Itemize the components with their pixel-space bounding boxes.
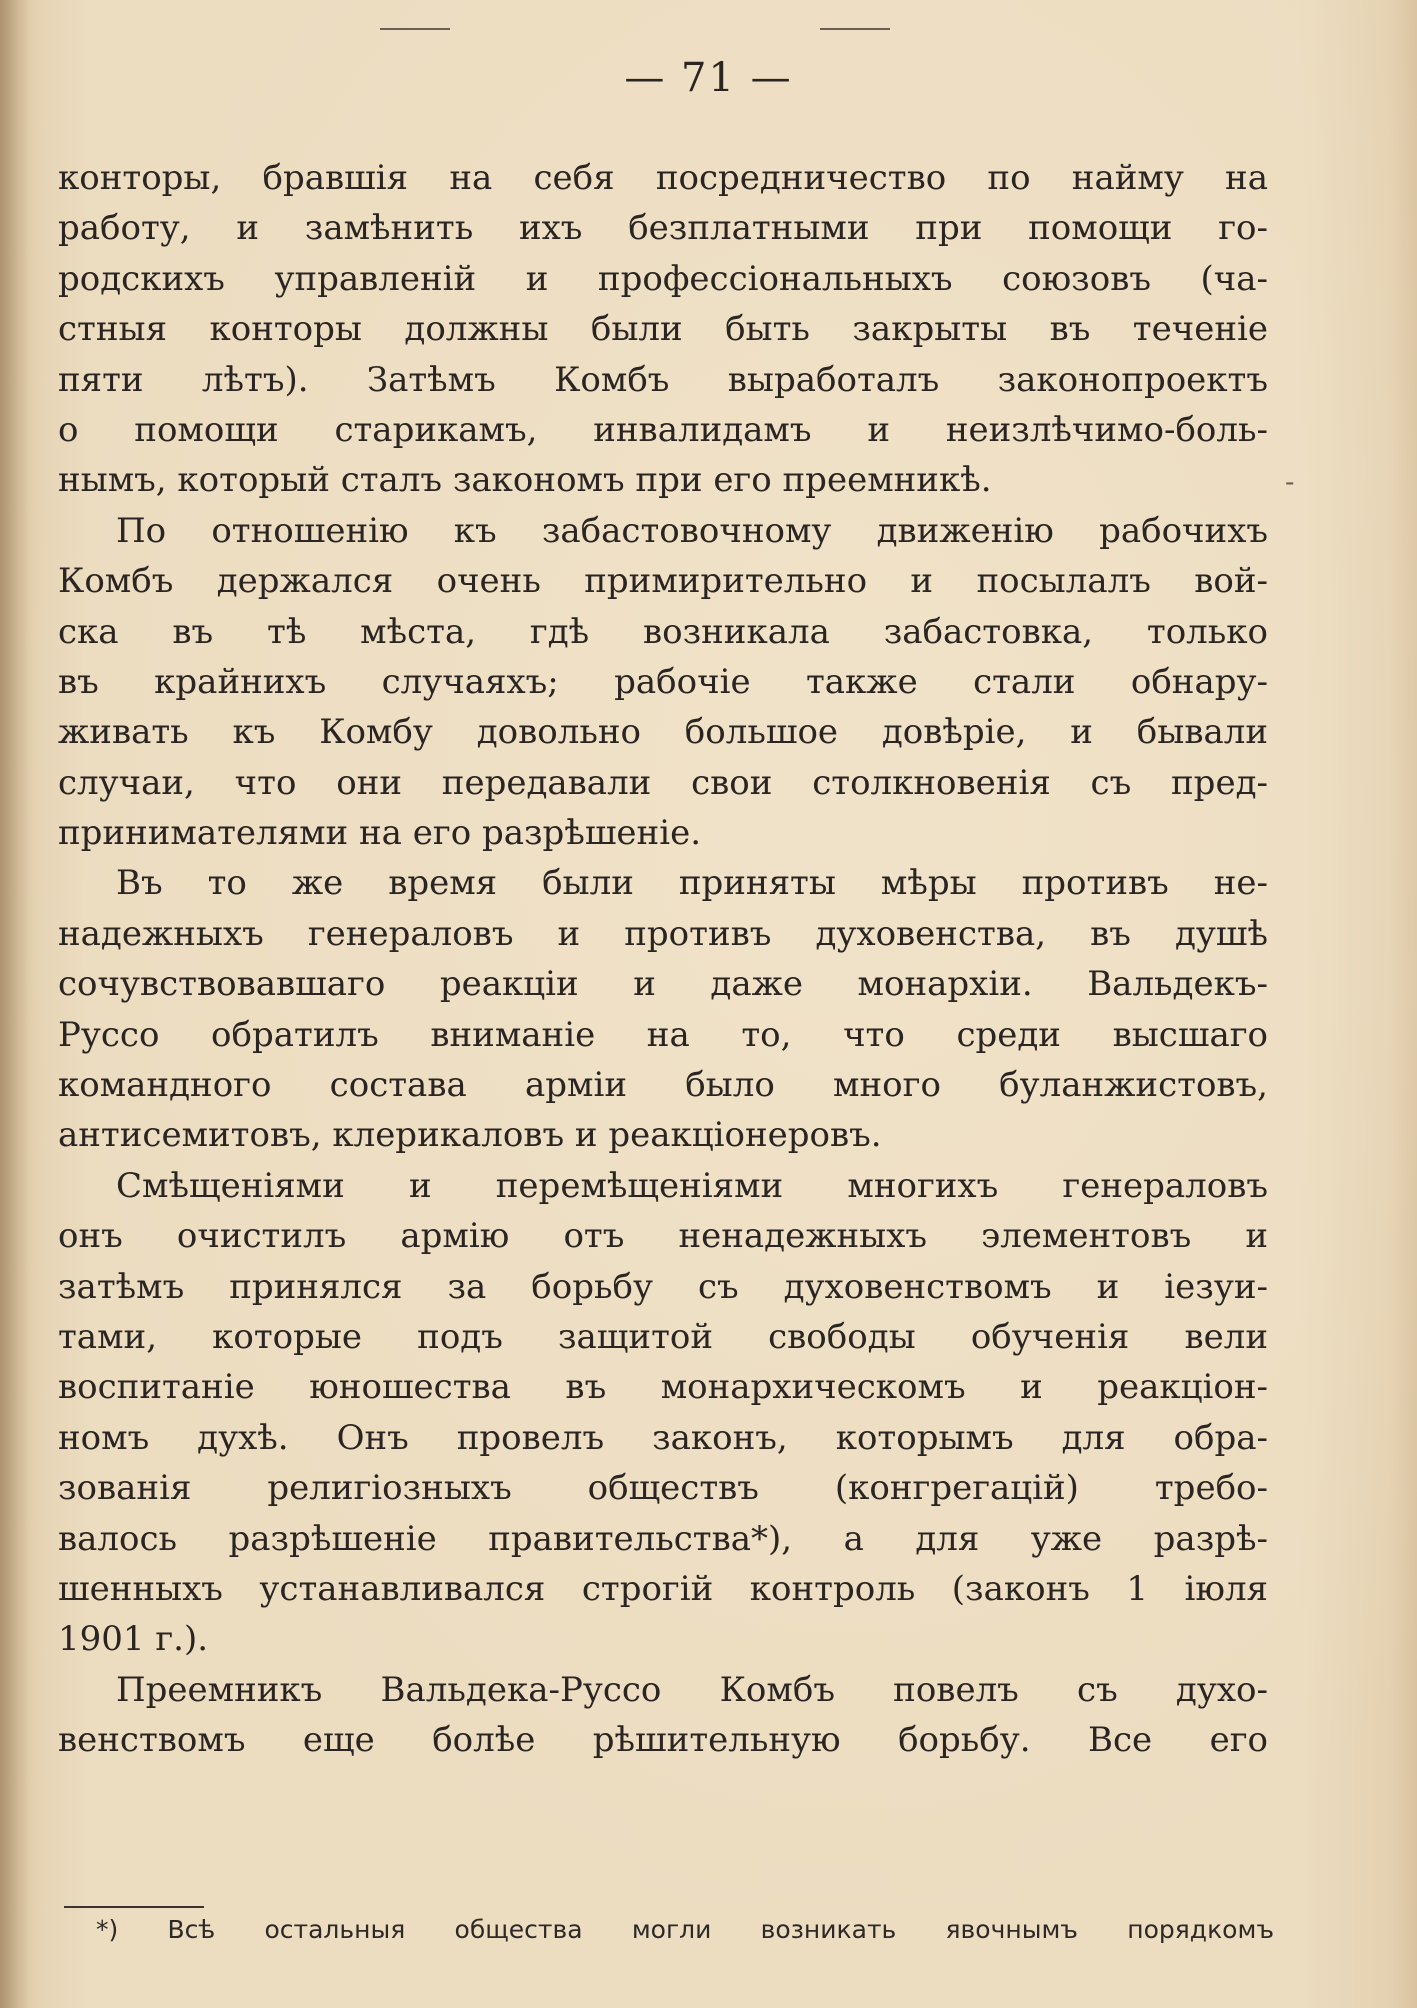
text-line: Руссо обратилъ вниманіе на то, что среди высшаго — [58, 1014, 1268, 1055]
text-line: родскихъ управленій и профессіональныхъ союзовъ (ча- — [58, 258, 1268, 299]
text-line: антисемитовъ, клерикаловъ и реакціонеровъ. — [58, 1115, 882, 1156]
text-line: валось разрѣшеніе правительства*), а для уже разрѣ- — [58, 1518, 1268, 1559]
text-line: 1901 г.). — [58, 1619, 209, 1660]
page-number: — 71 — — [624, 55, 793, 101]
text-line: работу, и замѣнить ихъ безплатными при помощи го- — [58, 208, 1268, 249]
text-line: стныя конторы должны были быть закрыты въ теченіе — [58, 309, 1268, 350]
text-line: онъ очистилъ армію отъ ненадежныхъ элементовъ и — [58, 1216, 1268, 1257]
text-line: Преемникъ Вальдека-Руссо Комбъ повелъ съ духо- — [116, 1669, 1268, 1710]
text-line: Комбъ держался очень примирительно и посылалъ вой- — [58, 561, 1268, 602]
footnote: *) Всѣ остальныя общества могли возникать явочнымъ порядкомъ — [96, 1915, 1274, 1944]
text-line: номъ духѣ. Онъ провелъ законъ, которымъ для обра- — [58, 1417, 1268, 1458]
text-line: о помощи старикамъ, инвалидамъ и неизлѣчимо-боль- — [58, 409, 1268, 450]
text-line: ска въ тѣ мѣста, гдѣ возникала забастовка, только — [58, 611, 1268, 652]
text-line: зованія религіозныхъ обществъ (конгрегацій) требо- — [58, 1468, 1268, 1509]
text-line: Въ то же время были приняты мѣры противъ не- — [116, 863, 1268, 904]
text-line: Смѣщеніями и перемѣщеніями многихъ генераловъ — [116, 1165, 1268, 1206]
text-line: командного состава арміи было много буланжистовъ, — [58, 1065, 1268, 1106]
text-line: принимателями на его разрѣшеніе. — [58, 813, 702, 854]
text-line: венствомъ еще болѣе рѣшительную борьбу. Все его — [58, 1720, 1268, 1761]
text-line: въ крайнихъ случаяхъ; рабочіе также стали обнару- — [58, 661, 1268, 702]
text-line: шенныхъ устанавливался строгій контроль (законъ 1 іюля — [58, 1568, 1268, 1609]
top-rule-left — [380, 28, 450, 30]
text-line: надежныхъ генераловъ и противъ духовенства, въ душѣ — [58, 913, 1268, 954]
footnote-rule — [64, 1906, 204, 1908]
text-line: По отношенію къ забастовочному движенію рабочихъ — [116, 510, 1268, 551]
top-rule-right — [820, 28, 890, 30]
text-line: тами, которые подъ защитой свободы обученія вели — [58, 1316, 1268, 1357]
text-line: конторы, бравшія на себя посредничество по найму на — [58, 158, 1268, 198]
text-line: нымъ, который сталъ закономъ при его преемникѣ. — [58, 460, 992, 501]
margin-mark: - — [1285, 465, 1295, 498]
text-line: пяти лѣтъ). Затѣмъ Комбъ выработалъ законопроектъ — [58, 359, 1268, 400]
text-line: затѣмъ принялся за борьбу съ духовенствомъ и іезуи- — [58, 1266, 1268, 1307]
body-text — [58, 153, 1268, 1766]
text-line: случаи, что они передавали свои столкновенія съ пред- — [58, 762, 1268, 803]
text-line: сочувствовавшаго реакціи и даже монархіи. Вальдекъ- — [58, 964, 1268, 1005]
text-line: воспитаніе юношества въ монархическомъ и реакціон- — [58, 1367, 1268, 1408]
spine-shadow — [0, 0, 30, 2008]
text-line: живать къ Комбу довольно большое довѣріе, и бывали — [58, 712, 1268, 753]
